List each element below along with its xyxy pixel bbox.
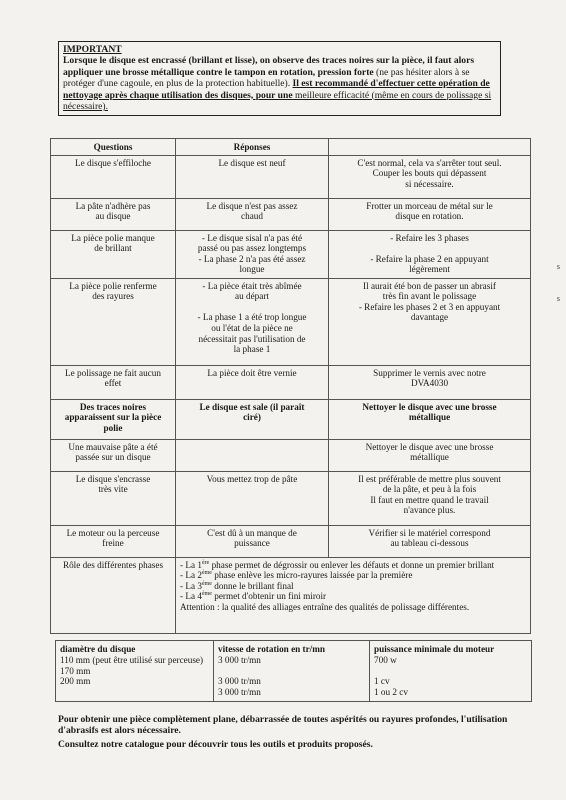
answer-cell: Vous mettez trop de pâte: [176, 471, 329, 525]
answer-cell: - La pièce était très abîmée au départ - La phase 1 a été trop longue ou l'état de la pièce ne nécessitait pas l'utilisation de la phase 1: [176, 278, 329, 365]
faq-header-row: [51, 139, 531, 156]
margin-mark: s: [556, 294, 560, 303]
spec-value: 1 ou 2 cv: [374, 687, 408, 698]
spec-value: 110 mm (peut être utilisé sur perceuse): [60, 654, 204, 665]
spec-table: [55, 640, 532, 702]
solution-cell: - Refaire les 3 phases - Refaire la phase 2 en appuyant légèrement: [329, 230, 531, 278]
answer-cell: Le disque n'est pas assez chaud: [176, 198, 329, 230]
spec-value: 3 000 tr/mn: [218, 654, 261, 665]
question-cell: Une mauvaise pâte a été passée sur un disque: [51, 439, 176, 471]
spec-value: 3 000 tr/mn: [218, 687, 261, 698]
answer-cell: [176, 439, 329, 471]
faq-table: [50, 138, 531, 634]
solution-cell: Il aurait été bon de passer un abrasif très fin avant le polissage - Refaire les phases 2 et 3 en appuyant davantage: [329, 278, 531, 365]
question-cell: La pièce polie manque de brillant: [51, 230, 176, 278]
answer-cell: - Le disque sisal n'a pas été passé ou pas assez longtemps - La phase 2 n'a pas été assez longue: [176, 230, 329, 278]
solution-cell: Supprimer le vernis avec notre DVA4030: [329, 365, 531, 399]
table-row: [51, 230, 531, 278]
question-cell: Des traces noires apparaissent sur la pièce polie: [51, 399, 176, 439]
question-cell: La pièce polie renferme des rayures: [51, 278, 176, 365]
solution-cell: Nettoyer le disque avec une brosse métallique: [329, 399, 531, 439]
phase-line: - La 1ère phase permet de dégrossir ou enlever les défauts et donne un premier brillant: [180, 559, 495, 570]
header-questions: Questions: [51, 139, 176, 156]
important-bold-text: Lorsque le disque est encrassé (brillant et lisse), on observe des traces noires sur la pièce, il faut alors appliquer une brosse métallique contre le tampon en rotation, pression forte: [63, 55, 475, 78]
spec-col-speed: [214, 641, 370, 702]
spec-header-diameter: diamètre du disque: [60, 644, 136, 654]
spec-value: 1 cv: [374, 676, 390, 687]
important-underlined-end: meilleure efficacité (même en cours de polissage si nécessaire).: [63, 89, 492, 113]
important-title: IMPORTANT: [63, 44, 122, 55]
footer-notes: [58, 714, 518, 750]
important-notice: [58, 41, 501, 116]
solution-cell: Il est préférable de mettre plus souvent de la pâte, et peu à la fois Il faut en mettre quand le travail n'avance plus.: [329, 471, 531, 525]
phase-line: - La 2ème phase enlève les micro-rayures laissée par la première: [180, 570, 413, 581]
solution-cell: C'est normal, cela va s'arrêter tout seul. Couper les bouts qui dépassent si nécessaire.: [329, 155, 531, 198]
important-underlined-text: Il est recommandé d'effectuer cette opération de nettoyage après chaque utilisation des disques, pour une: [63, 78, 490, 101]
footer-paragraph: Consultez notre catalogue pour découvrir tous les outils et produits proposés.: [58, 738, 373, 750]
phases-note: Attention : la qualité des alliages entraîne des qualités de polissage différentes.: [180, 601, 470, 612]
spec-value: 200 mm: [60, 676, 91, 687]
table-row: [51, 525, 531, 557]
phase-line: - La 4ème permet d'obtenir un fini miroir: [180, 591, 327, 602]
spec-col-power: [370, 641, 532, 702]
header-solutions: [329, 139, 531, 156]
question-cell: Le disque s'effiloche: [51, 155, 176, 198]
table-row: [51, 399, 531, 439]
table-row: [51, 198, 531, 230]
table-row: [51, 365, 531, 399]
header-reponses: Réponses: [176, 139, 329, 156]
table-row: [51, 471, 531, 525]
margin-mark: s: [556, 262, 560, 271]
footer-paragraph: Pour obtenir une pièce complètement plane, débarrassée de toutes aspérités ou rayures profondes, l'utilisation d'abrasifs est alors nécessaire.: [58, 714, 508, 737]
table-row: [51, 278, 531, 365]
question-cell: Le polissage ne fait aucun effet: [51, 365, 176, 399]
phase-line: - La 3ème donne le brillant final: [180, 580, 294, 591]
phases-cell: [176, 557, 531, 633]
spec-row: [56, 641, 532, 702]
question-cell: Le moteur ou la perceuse freine: [51, 525, 176, 557]
answer-cell: Le disque est sale (il paraît ciré): [176, 399, 329, 439]
important-light-text: (ne pas hésiter alors à se protéger d'une cagoule, en plus de la protection habituelle).: [63, 66, 470, 90]
answer-cell: C'est dû à un manque de puissance: [176, 525, 329, 557]
solution-cell: Frotter un morceau de métal sur le disque en rotation.: [329, 198, 531, 230]
spec-value: 700 w: [374, 654, 397, 665]
solution-cell: Nettoyer le disque avec une brosse métallique: [329, 439, 531, 471]
answer-cell: La pièce doit être vernie: [176, 365, 329, 399]
solution-cell: Vérifier si le matériel correspond au tableau ci-dessous: [329, 525, 531, 557]
table-row: [51, 155, 531, 198]
question-cell: La pâte n'adhère pas au disque: [51, 198, 176, 230]
spec-value: 3 000 tr/mn: [218, 676, 261, 687]
spec-value: 170 mm: [60, 665, 91, 676]
table-row-phases: [51, 557, 531, 633]
spec-col-diameter: [56, 641, 214, 702]
question-cell: Rôle des différentes phases: [51, 557, 176, 633]
spec-header-power: puissance minimale du moteur: [374, 644, 495, 654]
question-cell: Le disque s'encrasse très vite: [51, 471, 176, 525]
answer-cell: Le disque est neuf: [176, 155, 329, 198]
table-row: [51, 439, 531, 471]
spec-header-speed: vitesse de rotation en tr/mn: [218, 644, 326, 654]
